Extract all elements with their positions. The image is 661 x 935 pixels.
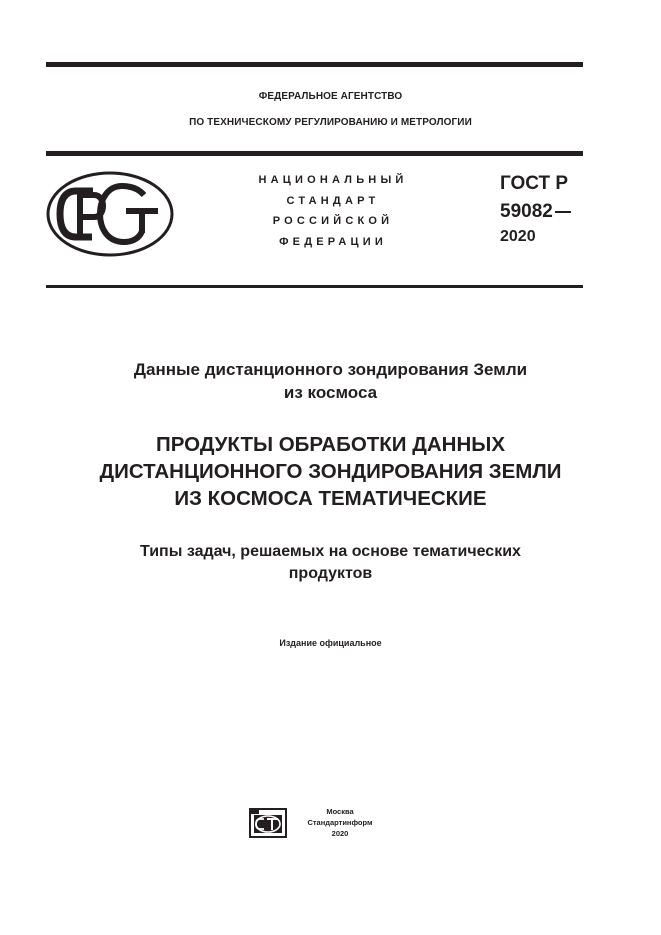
section-rule: [46, 285, 583, 288]
designation-number: 59082: [500, 201, 553, 222]
national-standard-label: [228, 170, 438, 252]
standard-type-line: ФЕДЕРАЦИИ: [279, 235, 387, 248]
document-product-title: [0, 431, 661, 512]
standard-type-line: СТАНДАРТ: [286, 194, 380, 207]
designation-dash: [555, 211, 571, 213]
title-line: Данные дистанционного зондирования Земли: [133, 360, 528, 379]
product-title-line: ИЗ КОСМОСА ТЕМАТИЧЕСКИЕ: [174, 487, 487, 510]
subtitle-line: продуктов: [288, 565, 373, 582]
publisher-name: Стандартинформ: [307, 818, 373, 827]
standard-type-line: НАЦИОНАЛЬНЫЙ: [258, 174, 408, 186]
standartinform-logo-icon: [249, 808, 287, 838]
publisher-imprint: [294, 806, 386, 839]
header-rule: [46, 151, 583, 156]
gost-r-certification-mark-icon: [46, 171, 174, 257]
designation-number-line: [500, 198, 571, 226]
document-subtitle: [0, 541, 661, 585]
agency-line-2: ПО ТЕХНИЧЕСКОМУ РЕГУЛИРОВАНИЮ И МЕТРОЛОГИИ: [189, 117, 472, 128]
product-title-line: ДИСТАНЦИОННОГО ЗОНДИРОВАНИЯ ЗЕМЛИ: [99, 460, 562, 483]
publisher-city: Москва: [326, 807, 354, 816]
publisher-year: 2020: [331, 829, 349, 838]
top-rule: [46, 62, 583, 67]
agency-line-1: ФЕДЕРАЛЬНОЕ АГЕНТСТВО: [258, 91, 403, 102]
standard-designation: [500, 170, 571, 248]
designation-year: 2020: [500, 228, 536, 245]
standard-type-line: РОССИЙСКОЙ: [272, 215, 394, 227]
subtitle-line: Типы задач, решаемых на основе тематических: [140, 543, 521, 560]
title-line: из космоса: [283, 383, 378, 402]
edition-label: Издание официальное: [279, 638, 382, 648]
document-title: [0, 358, 661, 404]
designation-prefix: ГОСТ Р: [500, 173, 569, 194]
product-title-line: ПРОДУКТЫ ОБРАБОТКИ ДАННЫХ: [156, 433, 505, 456]
